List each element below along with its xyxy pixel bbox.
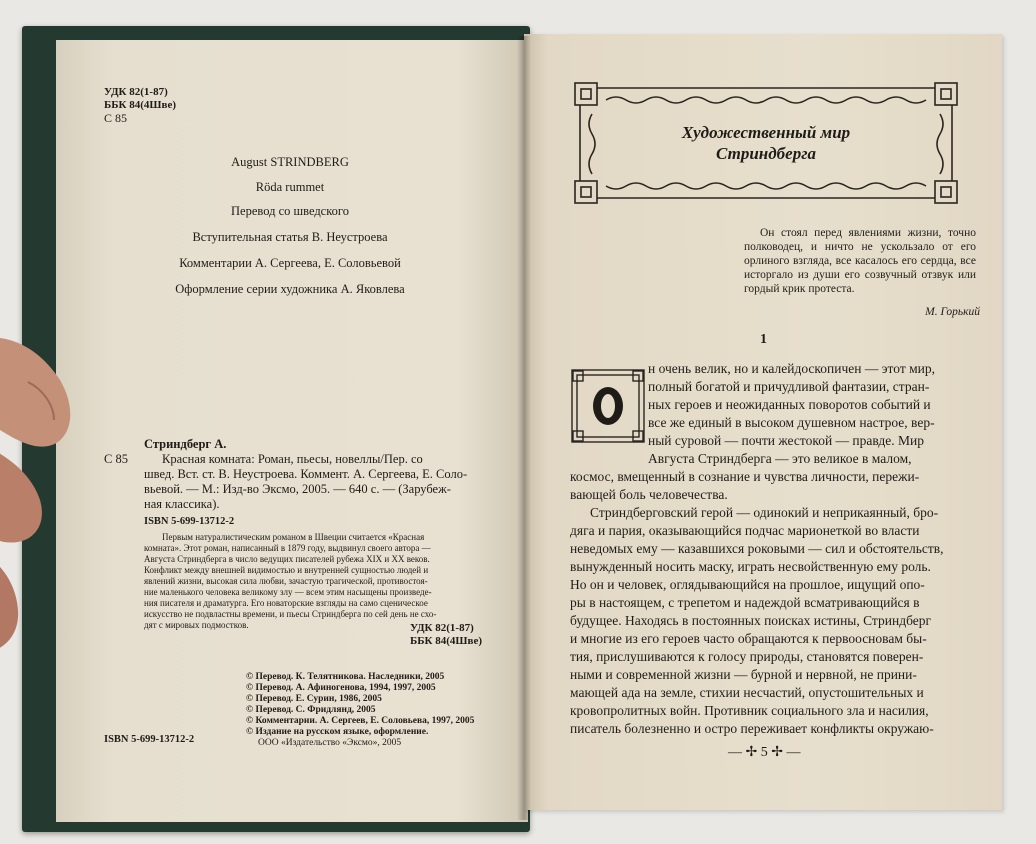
epigraph-author: М. Горький bbox=[925, 306, 980, 318]
bib-line: Стриндберг А. bbox=[144, 437, 227, 451]
bib-line: Красная комната: Роман, пьесы, новеллы/Пер. со bbox=[162, 452, 423, 466]
bib-line: вьевой. — М.: Изд-во Эксмо, 2005. — 640 с. — (Зарубеж- bbox=[144, 482, 451, 496]
body-line: дяга и пария, оказывающийся подчас марионеткой во власти bbox=[570, 523, 920, 538]
body-line: вынужденный носить маску, играть несвойственную ему роль. bbox=[570, 559, 931, 574]
copyright-line: ООО «Издательство «Эксмо», 2005 bbox=[258, 738, 402, 748]
heading-line: Художественный мир bbox=[681, 123, 851, 142]
annotation-line: явлений жизни, высокая сила любви, зачастую трагической, противостоя- bbox=[144, 576, 428, 586]
isbn-top: ISBN 5-699-13712-2 bbox=[144, 516, 235, 527]
credit-author-original: August STRINDBERG bbox=[231, 155, 349, 169]
copyright-line: © Комментарии. А. Сергеев, Е. Соловьева, 1997, 2005 bbox=[246, 716, 475, 726]
copyright-line: © Перевод. К. Телятникова. Наследники, 2005 bbox=[246, 672, 445, 682]
body-line: кровопролитных войн. Противник социального зла и насилия, bbox=[570, 703, 929, 718]
udk-bottom: УДК 82(1-87) bbox=[410, 622, 474, 634]
body-line: тия, прислушиваются к голосу природы, становятся поверен- bbox=[570, 649, 924, 664]
credit-title-original: Röda rummet bbox=[255, 180, 325, 194]
bib-code: С 85 bbox=[104, 452, 128, 466]
body-line: н очень велик, но и калейдоскопичен — этот мир, bbox=[648, 361, 935, 376]
annotation-line: Августа Стриндберга в число ведущих писателей рубежа XIX и XX веков. bbox=[144, 554, 430, 564]
annotation-line: Первым натуралистическим романом в Швеции считается «Красная bbox=[162, 532, 425, 542]
body-line: ный суровой — почти жестокой — правде. Мир bbox=[648, 433, 925, 448]
body-line: писатель болезненно и остро переживает конфликты окружаю- bbox=[570, 721, 934, 736]
section-number: 1 bbox=[760, 332, 767, 347]
body-line: Стриндберговский герой — одинокий и неприкаянный, бро- bbox=[590, 505, 939, 520]
copyright-line: © Перевод. Е. Сурин, 1986, 2005 bbox=[246, 694, 382, 704]
annotation-line: дят с мировых подмостков. bbox=[144, 620, 249, 630]
folio-ornament-left: — ✢ bbox=[728, 745, 761, 760]
body-line: все же единый в высоком душевном настрое, вер- bbox=[648, 415, 935, 430]
heading-line: Стриндберга bbox=[716, 144, 816, 163]
annotation-line: ние маленького человека великому злу — всем этим насыщены произведе- bbox=[144, 587, 432, 597]
body-line: Августа Стриндберга — это великое в малом, bbox=[648, 451, 912, 466]
bib-line: ная классика). bbox=[144, 497, 220, 511]
credit-comments: Комментарии А. Сергеева, Е. Соловьевой bbox=[179, 256, 401, 270]
body-line: ры в настоящем, с трепетом и надеждой всматривающийся в bbox=[570, 595, 920, 610]
hand-thumb bbox=[0, 320, 100, 680]
copyright-line: © Перевод. С. Фридлянд, 2005 bbox=[246, 705, 376, 715]
bbk-bottom: ББК 84(4Шве) bbox=[410, 635, 482, 647]
credit-design: Оформление серии художника А. Яковлева bbox=[175, 282, 405, 296]
annotation-line: Конфликт между внешней видимостью и внутренней сущностью людей и bbox=[144, 565, 429, 575]
body-line: неведомых ему — казавшихся роковыми — сил и обстоятельств, bbox=[570, 541, 944, 556]
body-line: и многие из его героев часто обращаются к первоосновам бы- bbox=[570, 631, 927, 646]
annotation-line: ния писателя и драматурга. Его новаторские взгляды на само сценическое bbox=[144, 598, 428, 608]
chapter-heading bbox=[572, 122, 960, 164]
book-gutter bbox=[517, 36, 531, 820]
body-line: полный богатой и причудливой фантазии, стран- bbox=[648, 379, 930, 394]
body-line: космос, вмещенный в сознание и чувства личности, пережи- bbox=[570, 469, 920, 484]
drop-cap-frame bbox=[570, 368, 646, 444]
credit-translation: Перевод со шведского bbox=[231, 204, 349, 218]
folio-number: 5 bbox=[760, 745, 768, 760]
isbn-bottom: ISBN 5-699-13712-2 bbox=[104, 734, 195, 745]
body-line: ных героев и неожиданных поворотов событий и bbox=[648, 397, 931, 412]
copyright-line: © Перевод. А. Афиногенова, 1994, 1997, 2005 bbox=[246, 683, 436, 693]
credit-intro: Вступительная статья В. Неустроева bbox=[192, 230, 388, 244]
page-number bbox=[728, 744, 800, 761]
body-line: Но он и человек, оглядывающийся на прошлое, ищущий опо- bbox=[570, 577, 925, 592]
udk-code: УДК 82(1-87) bbox=[104, 86, 168, 98]
body-line: ными и современной жизни — бурной и нервной, не прини- bbox=[570, 667, 917, 682]
bbk-code: ББК 84(4Шве) bbox=[104, 99, 176, 111]
epigraph: Он стоял перед явлениями жизни, точно полководец, и ничто не ускользало от его орлиного взгляда, все касалось его сердца, все исторгало из души его созвучный отзвук или гордый крик протеста. bbox=[744, 227, 976, 295]
author-mark: С 85 bbox=[104, 111, 128, 125]
body-line: мающей ада на земле, стихии несчастий, опустошительных и bbox=[570, 685, 924, 700]
body-line: будущее. Находясь в постоянных поисках истины, Стриндберг bbox=[570, 613, 932, 628]
folio-ornament-right: ✢ — bbox=[767, 745, 801, 760]
annotation-line: комната». Этот роман, написанный в 1879 году, выдвинул своего автора — bbox=[144, 543, 431, 553]
annotation-line: искусство не подвластны времени, и пьесы Стриндберга по сей день не схо- bbox=[144, 609, 437, 619]
body-line: вающей боль человечества. bbox=[570, 487, 728, 502]
bib-line: швед. Вст. ст. В. Неустроева. Коммент. А. Сергеева, Е. Соло- bbox=[144, 467, 468, 481]
copyright-line: © Издание на русском языке, оформление. bbox=[246, 727, 429, 737]
